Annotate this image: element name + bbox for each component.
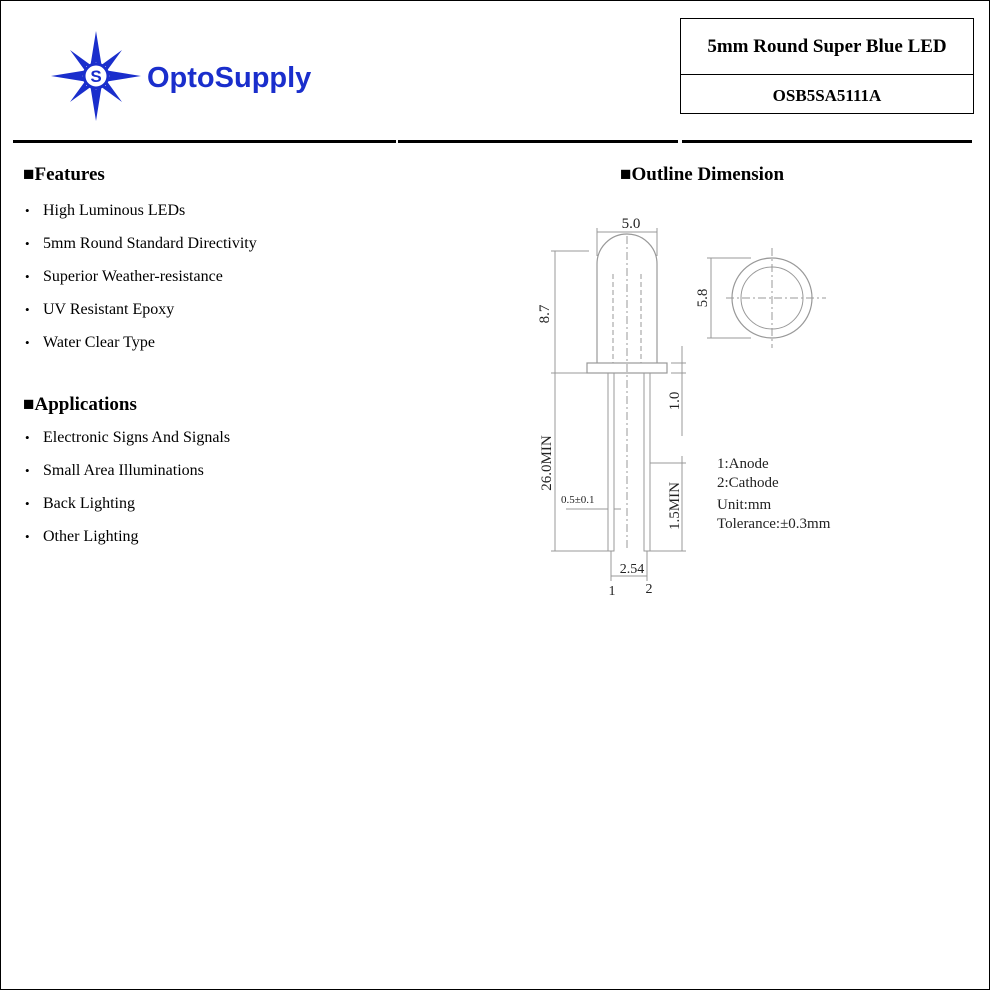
outline-heading: ■Outline Dimension: [620, 164, 785, 185]
list-item: • High Luminous LEDs: [25, 202, 186, 219]
features-list: [23, 202, 257, 367]
lead-anode: [608, 373, 614, 551]
optosupply-logo: [51, 29, 371, 129]
list-item: • Electronic Signs And Signals: [25, 429, 231, 446]
lead-cathode: [644, 373, 650, 551]
star-icon: [51, 31, 141, 121]
applications-heading: ■Applications: [23, 394, 137, 415]
product-title: 5mm Round Super Blue LED: [681, 19, 973, 75]
list-item: • Small Area Illuminations: [25, 462, 204, 479]
applications-list: [23, 429, 230, 561]
pin-2-label: 2: [645, 582, 653, 597]
list-item: • Other Lighting: [25, 528, 139, 545]
dim-lead-length: 26.0MIN: [539, 435, 555, 491]
list-item: • Water Clear Type: [25, 334, 155, 351]
dim-flange-diameter: 5.8: [695, 288, 711, 308]
header-rule-left: [13, 140, 396, 143]
header-rule-mid: [398, 140, 678, 143]
dim-flange-to-lead: 1.0: [667, 391, 683, 411]
header-rule-right: [682, 140, 972, 143]
dim-height: 8.7: [537, 304, 553, 324]
list-item: • Superior Weather-resistance: [25, 268, 223, 285]
dim-pitch: 2.54: [619, 562, 645, 577]
legend-anode: 1:Anode: [717, 456, 769, 472]
logo-mark: S: [90, 67, 102, 86]
dim-lead-width: 0.5±0.1: [561, 494, 595, 506]
title-box: [680, 18, 974, 114]
legend-unit: Unit:mm: [717, 497, 772, 513]
features-heading: ■Features: [23, 164, 105, 185]
brand-name: OptoSupply: [147, 62, 312, 94]
legend-cathode: 2:Cathode: [717, 475, 779, 491]
list-item: • UV Resistant Epoxy: [25, 301, 175, 318]
outline-drawing: [537, 206, 861, 606]
list-item: • 5mm Round Standard Directivity: [25, 235, 257, 252]
dim-standoff: 1.5MIN: [667, 482, 683, 530]
part-number: OSB5SA5111A: [772, 86, 882, 105]
dim-width: 5.0: [621, 216, 641, 232]
pin-1-label: 1: [608, 584, 616, 599]
list-item: • Back Lighting: [25, 495, 135, 512]
legend-tolerance: Tolerance:±0.3mm: [717, 516, 831, 532]
